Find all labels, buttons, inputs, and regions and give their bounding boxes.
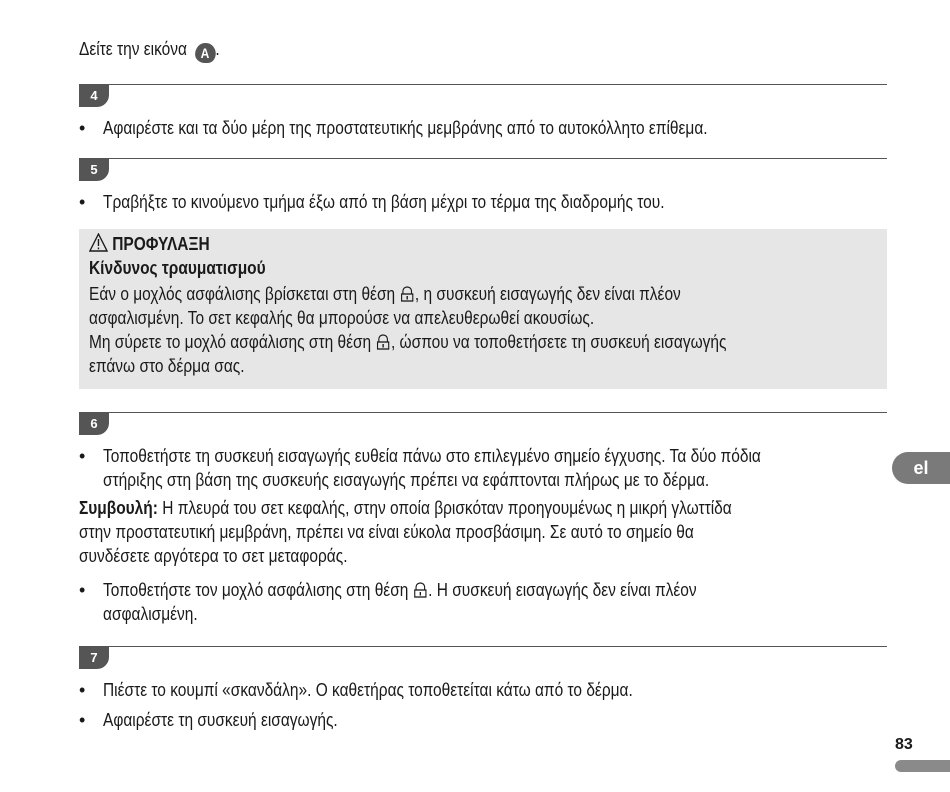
warning-line-1b: , η συσκευή εισαγωγής δεν είναι πλέον (414, 284, 681, 304)
step-7-badge: 7 (79, 647, 109, 669)
step-4-text: Αφαιρέστε και τα δύο μέρη της προστατευτικής μεμβράνης από το αυτοκόλλητο επίθεμα. (103, 118, 708, 138)
intro-line (79, 37, 243, 63)
step-6-bullet-2b: . Η συσκευή εισαγωγής δεν είναι πλέον (428, 580, 697, 600)
step-5-text: Τραβήξτε το κινούμενο τμήμα έξω από τη βάση μέχρι το τέρμα της διαδρομής του. (103, 192, 665, 212)
step-6-bullet-2a: Τοποθετήστε τον μοχλό ασφάλισης στη θέση (103, 580, 409, 600)
warning-title (89, 232, 229, 256)
intro-text: Δείτε την εικόνα (79, 39, 187, 59)
bullet-dot: • (79, 680, 86, 700)
warning-subtitle-text: Κίνδυνος τραυματισμού (89, 258, 266, 278)
bullet-dot: • (79, 710, 86, 730)
tip-line-3: συνδέσετε αργότερα το σετ μεταφοράς. (79, 546, 348, 566)
unlock-icon (414, 582, 428, 598)
warning-line-4: επάνω στο δέρμα σας. (89, 356, 245, 376)
step-4-rule (79, 84, 887, 85)
step-4-badge: 4 (79, 85, 109, 107)
page-number: 83 (895, 736, 913, 753)
step-6-line-2: στήριξης στη βάση της συσκευής εισαγωγής πρέπει να εφάπτονται πλήρως με το δέρμα. (103, 470, 710, 490)
step-6-line-1: Τοποθετήστε τη συσκευή εισαγωγής ευθεία πάνω στο επιλεγμένο σημείο έγχυσης. Τα δύο πόδια (103, 446, 761, 466)
warning-line-3b: , ώσπου να τοποθετήσετε τη συσκευή εισαγωγής (390, 332, 727, 352)
tip-line-2: στην προστατευτική μεμβράνη, πρέπει να είναι εύκολα προσβάσιμη. Σε αυτό το σημείο θα (79, 522, 694, 542)
warning-line-2: ασφαλισμένη. Το σετ κεφαλής θα μπορούσε να απελευθερωθεί ακουσίως. (89, 308, 595, 328)
intro-period: . (215, 39, 220, 59)
step-6-rule (79, 412, 887, 413)
tip-line-1: Η πλευρά του σετ κεφαλής, στην οποία βρισκόταν προηγουμένως η μικρή γλωττίδα (162, 498, 732, 518)
figure-a-badge: A (195, 43, 216, 63)
warning-triangle-icon (89, 233, 108, 252)
warning-line-1a: Εάν ο μοχλός ασφάλισης βρίσκεται στη θέση (89, 284, 396, 304)
bullet-dot: • (79, 118, 86, 138)
step-5-badge: 5 (79, 159, 109, 181)
step-7-text-2: Αφαιρέστε τη συσκευή εισαγωγής. (103, 710, 338, 730)
language-tab: el (892, 452, 950, 484)
page-number-bar (895, 760, 950, 772)
step-6-bullet-2c: ασφαλισμένη. (103, 604, 198, 624)
warning-subtitle (89, 256, 294, 280)
tip-label: Συμβουλή: (79, 498, 158, 518)
warning-body (89, 282, 830, 378)
warning-line-3a: Μη σύρετε το μοχλό ασφάλισης στη θέση (89, 332, 372, 352)
warning-heading: ΠΡΟΦΥΛΑΞΗ (112, 234, 210, 254)
unlock-icon (376, 334, 390, 350)
bullet-dot: • (79, 580, 86, 600)
unlock-icon (400, 286, 414, 302)
step-6-badge: 6 (79, 413, 109, 435)
step-7-rule (79, 646, 887, 647)
step-5-rule (79, 158, 887, 159)
bullet-dot: • (79, 192, 86, 212)
step-7-text-1: Πιέστε το κουμπί «σκανδάλη». Ο καθετήρας τοποθετείται κάτω από το δέρμα. (103, 680, 633, 700)
bullet-dot: • (79, 446, 86, 466)
tip-block (79, 496, 838, 568)
